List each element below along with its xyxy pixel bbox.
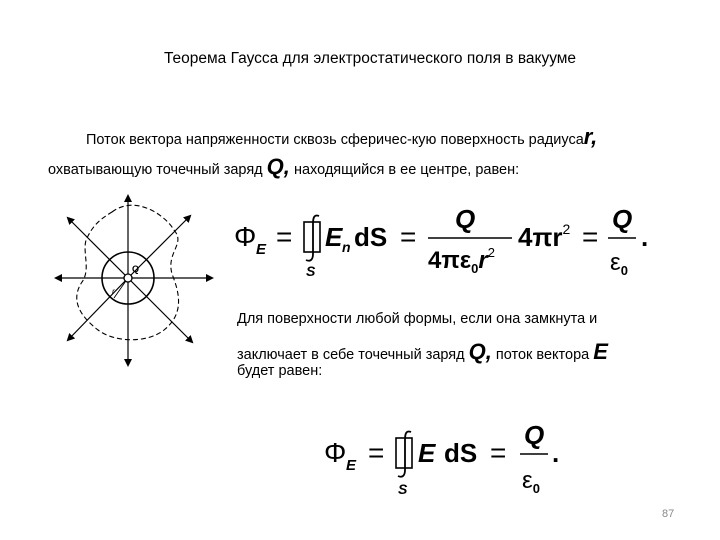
variable-r: r, — [583, 124, 598, 149]
point-charge — [124, 274, 132, 282]
gauss-diagram — [52, 190, 217, 370]
formula-1 — [228, 200, 668, 290]
formula-2 — [318, 418, 578, 508]
flux-symbol: Φ — [234, 221, 257, 252]
paragraph-2-line-3: будет равен: — [237, 363, 323, 379]
fraction-1-numerator: Q — [455, 204, 476, 234]
surface-integral-symbol — [304, 215, 320, 260]
equals-sign-3: = — [582, 221, 599, 252]
fraction-3-numerator: Q — [524, 420, 545, 450]
paragraph-2-text-a: заключает в себе точечный заряд — [237, 347, 465, 363]
equals-sign-4: = — [368, 437, 385, 468]
integration-surface-2: S — [398, 481, 408, 497]
paragraph-2-text-b: поток вектора — [495, 347, 590, 363]
field-line-up-left — [68, 218, 128, 278]
flux-symbol-2: Φ — [324, 437, 347, 468]
slide-title: Теорема Гаусса для электростатического поля в вакууме — [163, 50, 577, 67]
page-number: 87 — [662, 508, 675, 520]
equals-sign-5: = — [490, 437, 507, 468]
fraction-1-denominator: $4\pi\varepsilon_0r^2$ — [428, 245, 495, 276]
equals-sign-1: = — [276, 221, 293, 252]
surface-integral-symbol-2 — [396, 431, 412, 476]
paragraph-1-line-2 — [48, 154, 519, 180]
field-line-down-left — [68, 278, 128, 340]
variable-q: Q, — [266, 154, 290, 179]
area-element: dS — [354, 222, 388, 252]
fraction-2-numerator: Q — [612, 204, 633, 234]
paragraph-2-line-1: Для поверхности любой формы, если она замкнута и — [237, 311, 598, 327]
paragraph-1-text-a: Поток вектора напряженности сквозь сферичес-кую поверхность радиуса — [86, 132, 584, 148]
integrand-e-2: E — [418, 438, 436, 468]
flux-subscript: E — [256, 241, 267, 258]
equals-sign-2: = — [400, 221, 417, 252]
paragraph-1-text-c: находящийся в ее центре, равен: — [293, 162, 520, 178]
formula-1-period: . — [641, 222, 649, 252]
area-element-2: dS — [444, 438, 478, 468]
integration-surface: S — [306, 263, 316, 279]
radius-label: r — [112, 287, 115, 296]
fraction-2-denominator: $\varepsilon_0$ — [610, 249, 628, 278]
integrand-subscript: n — [342, 239, 351, 255]
paragraph-2-line-2 — [237, 339, 608, 365]
fraction-3-denominator: $\varepsilon_0$ — [522, 467, 540, 496]
variable-e: E — [593, 339, 608, 364]
formula-2-period: . — [552, 438, 560, 468]
sphere-area: $4\pi r^2$ — [518, 221, 571, 252]
integrand-e: E — [325, 222, 343, 252]
variable-q-2: Q, — [468, 339, 492, 364]
paragraph-1-line-1 — [86, 124, 597, 150]
flux-subscript-2: E — [346, 457, 357, 474]
paragraph-1-text-b: охватывающую точечный заряд — [48, 162, 263, 178]
charge-label: Q — [132, 264, 140, 274]
